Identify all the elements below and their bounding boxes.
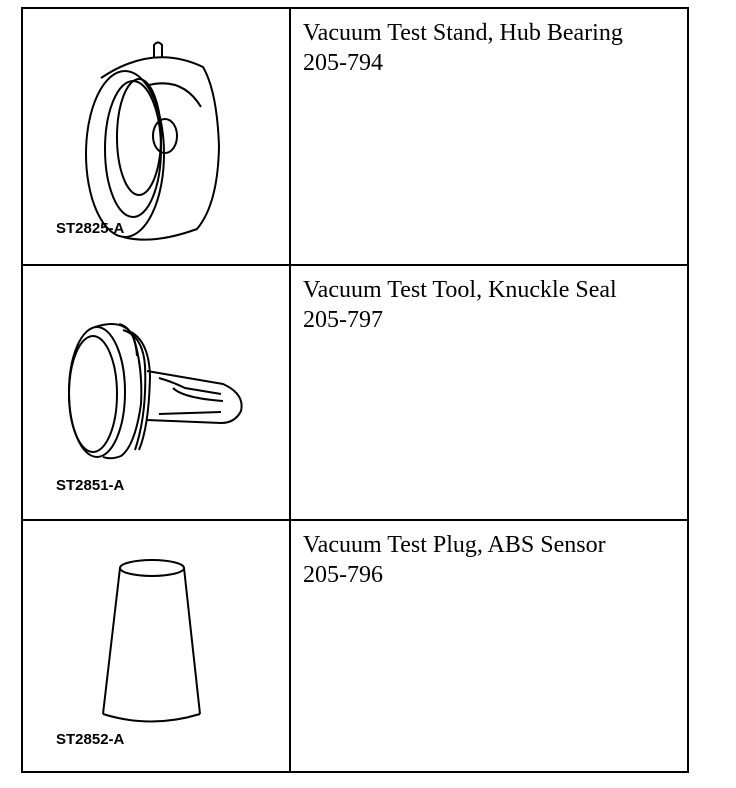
tool-number: 205-796	[303, 562, 383, 588]
tool-code: ST2825-A	[56, 220, 125, 237]
tool-description	[303, 18, 683, 78]
tool-code: ST2851-A	[56, 477, 125, 494]
tool-number: 205-797	[303, 307, 383, 333]
special-tools-table	[21, 7, 689, 773]
table-row	[23, 264, 687, 519]
illustration-cell	[23, 266, 291, 519]
table-row	[23, 519, 687, 771]
tool-description	[303, 275, 683, 335]
table-row	[23, 9, 687, 264]
tool-name: Vacuum Test Tool, Knuckle Seal	[303, 277, 617, 303]
tool-name: Vacuum Test Plug, ABS Sensor	[303, 532, 606, 558]
tool-name: Vacuum Test Stand, Hub Bearing	[303, 20, 623, 46]
tool-number: 205-794	[303, 50, 383, 76]
tool-description	[303, 530, 683, 590]
illustration-cell	[23, 9, 291, 264]
illustration-cell	[23, 521, 291, 771]
tool-code: ST2852-A	[56, 731, 125, 748]
